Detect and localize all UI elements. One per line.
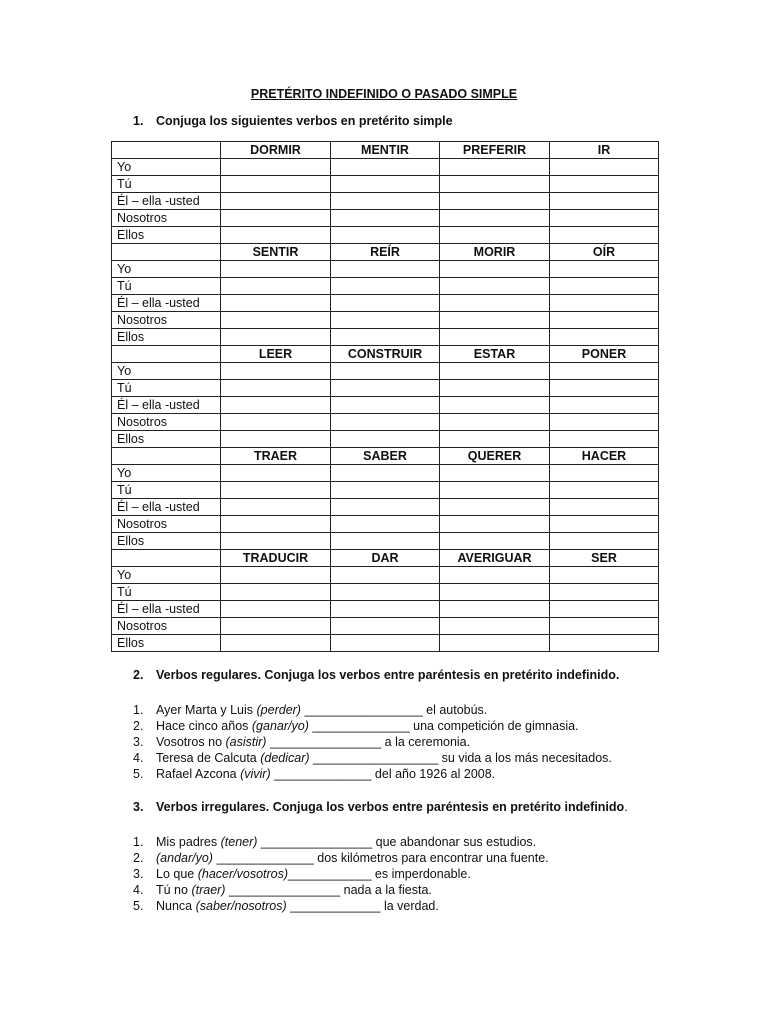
header-blank-cell xyxy=(112,346,221,363)
answer-cell[interactable] xyxy=(331,397,440,414)
regular-verbs-exercise xyxy=(133,702,612,782)
answer-cell[interactable] xyxy=(331,635,440,652)
item-text-before: Teresa de Calcuta xyxy=(156,751,261,765)
verb-header-cell: SER xyxy=(550,550,659,567)
answer-cell[interactable] xyxy=(440,567,550,584)
section-1-text: Conjuga los siguientes verbos en pretérito simple xyxy=(156,114,453,128)
item-number: 1. xyxy=(133,835,144,849)
answer-cell[interactable] xyxy=(331,516,440,533)
answer-cell[interactable] xyxy=(331,618,440,635)
pronoun-cell: Ellos xyxy=(112,533,221,550)
page-title: PRETÉRITO INDEFINIDO O PASADO SIMPLE xyxy=(250,87,518,101)
answer-cell[interactable] xyxy=(221,482,331,499)
verb-header-cell: MENTIR xyxy=(331,142,440,159)
verb-header-row xyxy=(112,142,659,159)
verb-header-cell: MORIR xyxy=(440,244,550,261)
section-3-heading xyxy=(133,800,628,814)
exercise-item xyxy=(133,734,612,750)
conjugation-table xyxy=(111,141,659,652)
answer-cell[interactable] xyxy=(440,363,550,380)
answer-cell[interactable] xyxy=(440,329,550,346)
conjugation-row xyxy=(112,380,659,397)
pronoun-cell: Yo xyxy=(112,261,221,278)
pronoun-cell: Tú xyxy=(112,380,221,397)
item-number: 1. xyxy=(133,703,144,717)
pronoun-cell: Ellos xyxy=(112,431,221,448)
answer-cell[interactable] xyxy=(550,329,659,346)
item-text-after: ________________ nada a la fiesta. xyxy=(225,883,432,897)
item-number: 5. xyxy=(133,767,144,781)
answer-cell[interactable] xyxy=(550,363,659,380)
pronoun-cell: Yo xyxy=(112,465,221,482)
answer-cell[interactable] xyxy=(221,584,331,601)
answer-cell[interactable] xyxy=(440,584,550,601)
verb-header-cell: PONER xyxy=(550,346,659,363)
answer-cell[interactable] xyxy=(440,312,550,329)
section-2-text: Verbos regulares. Conjuga los verbos entre paréntesis en pretérito indefinido. xyxy=(156,668,620,682)
conjugation-row xyxy=(112,635,659,652)
exercise-item xyxy=(133,866,549,882)
conjugation-row xyxy=(112,261,659,278)
verb-hint: (vivir) xyxy=(240,767,271,781)
item-number: 3. xyxy=(133,867,144,881)
answer-cell[interactable] xyxy=(331,533,440,550)
exercise-item xyxy=(133,834,549,850)
answer-cell[interactable] xyxy=(550,635,659,652)
answer-cell[interactable] xyxy=(440,635,550,652)
conjugation-row xyxy=(112,193,659,210)
exercise-item xyxy=(133,766,612,782)
answer-cell[interactable] xyxy=(550,465,659,482)
answer-cell[interactable] xyxy=(440,533,550,550)
answer-cell[interactable] xyxy=(221,618,331,635)
verb-header-cell: IR xyxy=(550,142,659,159)
item-number: 5. xyxy=(133,899,144,913)
verb-header-cell: ESTAR xyxy=(440,346,550,363)
section-1-heading xyxy=(133,114,453,128)
conjugation-row xyxy=(112,295,659,312)
answer-cell[interactable] xyxy=(331,210,440,227)
verb-header-row xyxy=(112,550,659,567)
pronoun-cell: Yo xyxy=(112,567,221,584)
verb-header-row xyxy=(112,244,659,261)
pronoun-cell: Yo xyxy=(112,159,221,176)
item-number: 4. xyxy=(133,751,144,765)
answer-cell[interactable] xyxy=(550,499,659,516)
answer-cell[interactable] xyxy=(221,210,331,227)
header-blank-cell xyxy=(112,448,221,465)
answer-cell[interactable] xyxy=(221,499,331,516)
pronoun-cell: Nosotros xyxy=(112,516,221,533)
conjugation-row xyxy=(112,584,659,601)
header-blank-cell xyxy=(112,142,221,159)
verb-hint: (ganar/yo) xyxy=(251,719,309,733)
exercise-item xyxy=(133,718,612,734)
answer-cell[interactable] xyxy=(440,618,550,635)
answer-cell[interactable] xyxy=(440,380,550,397)
answer-cell[interactable] xyxy=(440,499,550,516)
answer-cell[interactable] xyxy=(550,584,659,601)
verb-header-cell: HACER xyxy=(550,448,659,465)
pronoun-cell: Nosotros xyxy=(112,618,221,635)
answer-cell[interactable] xyxy=(550,414,659,431)
conjugation-row xyxy=(112,618,659,635)
exercise-item xyxy=(133,750,612,766)
answer-cell[interactable] xyxy=(550,618,659,635)
answer-cell[interactable] xyxy=(221,227,331,244)
answer-cell[interactable] xyxy=(440,295,550,312)
verb-header-row xyxy=(112,346,659,363)
answer-cell[interactable] xyxy=(440,414,550,431)
pronoun-cell: Nosotros xyxy=(112,312,221,329)
answer-cell[interactable] xyxy=(550,159,659,176)
conjugation-row xyxy=(112,482,659,499)
item-text-after: _________________ el autobús. xyxy=(300,703,488,717)
verb-hint: (perder) xyxy=(256,703,301,717)
pronoun-cell: Ellos xyxy=(112,227,221,244)
verb-header-cell: AVERIGUAR xyxy=(440,550,550,567)
answer-cell[interactable] xyxy=(331,431,440,448)
conjugation-row xyxy=(112,516,659,533)
conjugation-row xyxy=(112,431,659,448)
answer-cell[interactable] xyxy=(550,295,659,312)
exercise-item xyxy=(133,898,549,914)
answer-cell[interactable] xyxy=(550,601,659,618)
answer-cell[interactable] xyxy=(331,584,440,601)
answer-cell[interactable] xyxy=(221,176,331,193)
answer-cell[interactable] xyxy=(550,227,659,244)
answer-cell[interactable] xyxy=(331,499,440,516)
item-text-before: Vosotros no xyxy=(156,735,226,749)
answer-cell[interactable] xyxy=(550,431,659,448)
section-3-heading-end: . xyxy=(624,800,628,814)
item-text-before: Ayer Marta y Luis xyxy=(156,703,257,717)
answer-cell[interactable] xyxy=(550,176,659,193)
answer-cell[interactable] xyxy=(440,210,550,227)
section-2-heading xyxy=(133,668,619,682)
answer-cell[interactable] xyxy=(440,431,550,448)
answer-cell[interactable] xyxy=(550,482,659,499)
conjugation-row xyxy=(112,601,659,618)
irregular-verbs-exercise xyxy=(133,834,549,914)
conjugation-row xyxy=(112,210,659,227)
answer-cell[interactable] xyxy=(221,380,331,397)
item-text-after: ________________ que abandonar sus estudios. xyxy=(257,835,537,849)
item-number: 2. xyxy=(133,719,144,733)
answer-cell[interactable] xyxy=(331,312,440,329)
answer-cell[interactable] xyxy=(221,312,331,329)
answer-cell[interactable] xyxy=(221,465,331,482)
answer-cell[interactable] xyxy=(550,312,659,329)
answer-cell[interactable] xyxy=(331,176,440,193)
answer-cell[interactable] xyxy=(331,227,440,244)
item-text-after: ______________ una competición de gimnasia. xyxy=(308,719,579,733)
answer-cell[interactable] xyxy=(221,159,331,176)
pronoun-cell: Él – ella -usted xyxy=(112,193,221,210)
answer-cell[interactable] xyxy=(221,329,331,346)
answer-cell[interactable] xyxy=(550,397,659,414)
item-text-before: Rafael Azcona xyxy=(156,767,241,781)
answer-cell[interactable] xyxy=(440,465,550,482)
pronoun-cell: Ellos xyxy=(112,329,221,346)
conjugation-row xyxy=(112,329,659,346)
verb-header-cell: OÍR xyxy=(550,244,659,261)
answer-cell[interactable] xyxy=(550,380,659,397)
item-text-after: ____________ es imperdonable. xyxy=(288,867,471,881)
section-3-number: 3. xyxy=(133,800,144,814)
answer-cell[interactable] xyxy=(221,278,331,295)
verb-header-cell: TRAER xyxy=(221,448,331,465)
answer-cell[interactable] xyxy=(440,193,550,210)
answer-cell[interactable] xyxy=(221,414,331,431)
pronoun-cell: Tú xyxy=(112,482,221,499)
verb-hint: (saber/nosotros) xyxy=(195,899,287,913)
verb-header-cell: PREFERIR xyxy=(440,142,550,159)
verb-header-cell: QUERER xyxy=(440,448,550,465)
answer-cell[interactable] xyxy=(221,261,331,278)
pronoun-cell: Tú xyxy=(112,176,221,193)
answer-cell[interactable] xyxy=(440,482,550,499)
answer-cell[interactable] xyxy=(331,261,440,278)
answer-cell[interactable] xyxy=(331,329,440,346)
verb-header-cell: LEER xyxy=(221,346,331,363)
item-text-after: __________________ su vida a los más necesitados. xyxy=(309,751,612,765)
verb-hint: (andar/yo) xyxy=(156,851,213,865)
answer-cell[interactable] xyxy=(331,465,440,482)
answer-cell[interactable] xyxy=(331,159,440,176)
item-text-before: Lo que xyxy=(156,867,198,881)
header-blank-cell xyxy=(112,550,221,567)
answer-cell[interactable] xyxy=(550,516,659,533)
item-number: 3. xyxy=(133,735,144,749)
answer-cell[interactable] xyxy=(221,397,331,414)
answer-cell[interactable] xyxy=(331,601,440,618)
conjugation-row xyxy=(112,363,659,380)
conjugation-row xyxy=(112,533,659,550)
item-text-before: Hace cinco años xyxy=(156,719,252,733)
answer-cell[interactable] xyxy=(550,261,659,278)
verb-header-cell: TRADUCIR xyxy=(221,550,331,567)
answer-cell[interactable] xyxy=(221,635,331,652)
conjugation-row xyxy=(112,227,659,244)
answer-cell[interactable] xyxy=(221,601,331,618)
section-3-text: Verbos irregulares. Conjuga los verbos entre paréntesis en pretérito indefinido xyxy=(156,800,625,814)
answer-cell[interactable] xyxy=(440,278,550,295)
conjugation-row xyxy=(112,567,659,584)
answer-cell[interactable] xyxy=(221,567,331,584)
verb-hint: (tener) xyxy=(220,835,258,849)
verb-header-cell: SENTIR xyxy=(221,244,331,261)
answer-cell[interactable] xyxy=(221,193,331,210)
answer-cell[interactable] xyxy=(550,210,659,227)
conjugation-row xyxy=(112,397,659,414)
verb-header-cell: CONSTRUIR xyxy=(331,346,440,363)
item-text-after: ______________ dos kilómetros para encontrar una fuente. xyxy=(212,851,549,865)
answer-cell[interactable] xyxy=(440,516,550,533)
conjugation-row xyxy=(112,414,659,431)
item-text-after: _____________ la verdad. xyxy=(286,899,439,913)
header-blank-cell xyxy=(112,244,221,261)
answer-cell[interactable] xyxy=(550,193,659,210)
section-2-number: 2. xyxy=(133,668,144,682)
answer-cell[interactable] xyxy=(221,431,331,448)
answer-cell[interactable] xyxy=(550,567,659,584)
item-text-before: Nunca xyxy=(156,899,196,913)
item-text-after: ________________ a la ceremonia. xyxy=(266,735,471,749)
answer-cell[interactable] xyxy=(221,295,331,312)
pronoun-cell: Nosotros xyxy=(112,414,221,431)
verb-hint: (traer) xyxy=(191,883,226,897)
answer-cell[interactable] xyxy=(440,261,550,278)
item-text-after: ______________ del año 1926 al 2008. xyxy=(270,767,496,781)
conjugation-row xyxy=(112,278,659,295)
verb-hint: (asistir) xyxy=(225,735,267,749)
answer-cell[interactable] xyxy=(440,227,550,244)
pronoun-cell: Él – ella -usted xyxy=(112,295,221,312)
item-text-before: Tú no xyxy=(156,883,192,897)
answer-cell[interactable] xyxy=(331,567,440,584)
answer-cell[interactable] xyxy=(440,176,550,193)
section-1-number: 1. xyxy=(133,114,144,128)
answer-cell[interactable] xyxy=(440,159,550,176)
verb-header-cell: SABER xyxy=(331,448,440,465)
answer-cell[interactable] xyxy=(331,295,440,312)
verb-header-cell: DORMIR xyxy=(221,142,331,159)
item-number: 4. xyxy=(133,883,144,897)
answer-cell[interactable] xyxy=(440,397,550,414)
conjugation-row xyxy=(112,465,659,482)
pronoun-cell: Tú xyxy=(112,584,221,601)
verb-hint: (hacer/vosotros) xyxy=(197,867,289,881)
pronoun-cell: Ellos xyxy=(112,635,221,652)
answer-cell[interactable] xyxy=(221,516,331,533)
exercise-item xyxy=(133,850,549,866)
item-text-before: Mis padres xyxy=(156,835,221,849)
pronoun-cell: Él – ella -usted xyxy=(112,397,221,414)
verb-header-cell: DAR xyxy=(331,550,440,567)
answer-cell[interactable] xyxy=(550,278,659,295)
conjugation-row xyxy=(112,176,659,193)
conjugation-row xyxy=(112,499,659,516)
answer-cell[interactable] xyxy=(331,193,440,210)
answer-cell[interactable] xyxy=(221,533,331,550)
verb-header-row xyxy=(112,448,659,465)
exercise-item xyxy=(133,882,549,898)
answer-cell[interactable] xyxy=(221,363,331,380)
verb-hint: (dedicar) xyxy=(260,751,310,765)
item-number: 2. xyxy=(133,851,144,865)
answer-cell[interactable] xyxy=(331,414,440,431)
answer-cell[interactable] xyxy=(331,380,440,397)
answer-cell[interactable] xyxy=(331,482,440,499)
verb-header-cell: REÍR xyxy=(331,244,440,261)
answer-cell[interactable] xyxy=(331,363,440,380)
conjugation-row xyxy=(112,312,659,329)
answer-cell[interactable] xyxy=(550,533,659,550)
conjugation-row xyxy=(112,159,659,176)
pronoun-cell: Tú xyxy=(112,278,221,295)
answer-cell[interactable] xyxy=(331,278,440,295)
pronoun-cell: Él – ella -usted xyxy=(112,499,221,516)
exercise-item xyxy=(133,702,612,718)
pronoun-cell: Nosotros xyxy=(112,210,221,227)
pronoun-cell: Yo xyxy=(112,363,221,380)
answer-cell[interactable] xyxy=(440,601,550,618)
pronoun-cell: Él – ella -usted xyxy=(112,601,221,618)
